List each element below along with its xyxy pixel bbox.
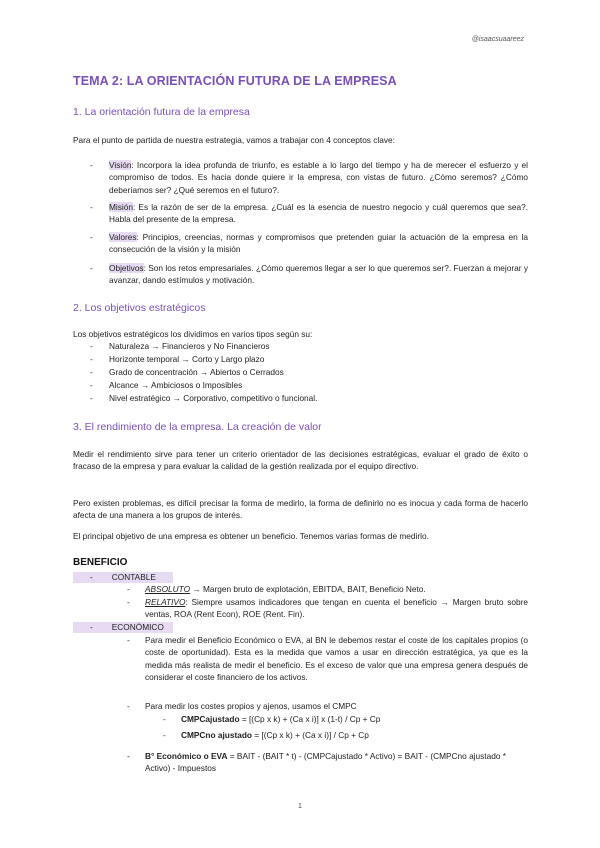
beneficio-heading: BENEFICIO (73, 557, 128, 568)
term-highlight: Misión (109, 202, 133, 212)
list-item: - Naturaleza → Financieros y No Financieros (90, 341, 270, 351)
list-item: - Horizonte temporal → Corto y Largo plazo (90, 354, 265, 364)
section-2-intro: Los objetivos estratégicos los dividimos en varios tipos según su: (73, 329, 313, 339)
term-highlight: Visión (109, 160, 132, 170)
list-item: - B° Económico o EVA = BAIT - (BAIT * t) - (CMPCajustado * Activo) = BAIT - (CMPCno ajustado * Activo) - Impuestos (127, 751, 506, 774)
list-item: - Misión: Es la razón de ser de la empresa. ¿Cuál es la esencia de nuestro negocio y cuál queremos que sea?. Habla del presente de la empresa. (90, 202, 528, 225)
list-item: - Nivel estratégico → Corporativo, competitivo o funcional. (90, 393, 318, 403)
page-title: TEMA 2: LA ORIENTACIÓN FUTURA DE LA EMPRESA (73, 74, 397, 88)
formula-item: - CMPCno ajustado = [(Cp x k) + (Ca x i)] / Cp + Cp (163, 730, 369, 740)
list-item: - Valores: Principios, creencias, normas y compromisos que pretenden guiar la actuación de la empresa en la consecución de la visión y la misión (90, 232, 528, 255)
term-highlight: Valores (109, 232, 137, 242)
list-item-contable: - CONTABLE (90, 572, 156, 582)
formula-item: - CMPCajustado = [(Cp x k) + (Ca x i)] x (1-t) / Cp + Cp (163, 714, 381, 724)
list-item: - Alcance → Ambiciosos o Imposibles (90, 380, 243, 390)
list-item: - Grado de concentración → Abiertos o Cerrados (90, 367, 284, 377)
author-handle: @isaacsuaareez (471, 36, 524, 43)
section-1-intro: Para el punto de partida de nuestra estrategia, vamos a trabajar con 4 conceptos clave: (73, 135, 395, 145)
list-item: - Objetivos: Son los retos empresariales. ¿Cómo queremos llegar a ser lo que queremos ser?. Fuerzan a mejorar y avanzar, dando estímulos y motivación. (90, 263, 528, 286)
list-item: - RELATIVO: Siempre usamos indicadores que tengan en cuenta el beneficio → Margen bruto sobre ventas, ROA (Rent Econ), ROE (Rent. Fin). (127, 597, 528, 620)
list-item-economico: - ECONÓMICO (90, 622, 164, 632)
paragraph: Pero existen problemas, es difícil precisar la forma de medirlo, la forma de definirlo no es inocua y cada forma de hacerlo afecta de una manera a los grupos de interés. (73, 498, 528, 521)
section-2-heading: 2. Los objetivos estratégicos (73, 302, 206, 314)
section-3-heading: 3. El rendimiento de la empresa. La creación de valor (73, 421, 322, 433)
list-item: - Para medir los costes propios y ajenos, usamos el CMPC (127, 701, 357, 711)
list-item: - Visión: Incorpora la idea profunda de triunfo, es estable a lo largo del tiempo y ha de merecer el esfuerzo y el compromiso de todos. Es hacia donde quiere ir la empresa, con vistas de futuro. ¿Cómo seremos? ¿Cómo deberíamos ser? ¿Qué seremos en el futuro?. (90, 160, 528, 195)
list-item: - Para medir el Beneficio Económico o EVA, al BN le debemos restar el coste de los capitales propios (o coste de oportunidad). Esta es la medida que vamos a usar en dirección estratégica, ya que es la medida más realista de medir el beneficio. Es el exceso de valor que una empresa genera después de considerar el coste financiero de los activos. (127, 635, 528, 682)
page-number: 1 (298, 803, 302, 810)
term-highlight: Objetivos (109, 263, 144, 273)
list-item: - ABSOLUTO → Margen bruto de explotación, EBITDA, BAIT, Beneficio Neto. (127, 584, 426, 594)
section-1-heading: 1. La orientación futura de la empresa (73, 106, 250, 118)
paragraph: Medir el rendimiento sirve para tener un criterio orientador de las decisiones estratégicas, evaluar el grado de éxito o fracaso de la empresa y para evaluar la calidad de la gestión realizada por el equipo directivo. (73, 449, 528, 472)
paragraph: El principal objetivo de una empresa es obtener un beneficio. Tenemos varias formas de medirlo. (73, 531, 429, 541)
